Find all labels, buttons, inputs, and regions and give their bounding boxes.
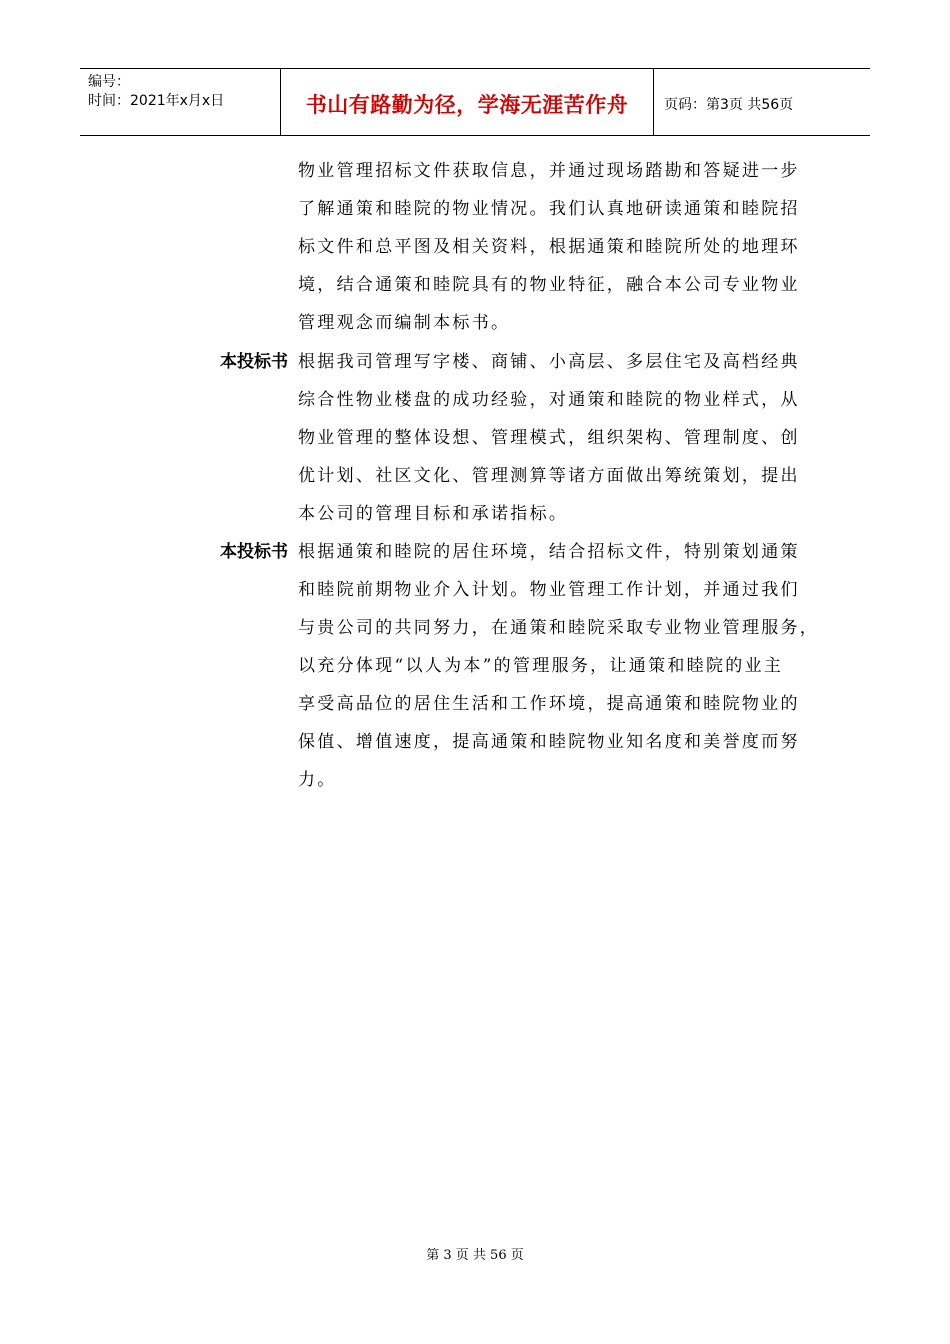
body-line: 以充分体现“以人为本”的管理服务，让通策和睦院的业主: [298, 656, 784, 676]
body-line: 和睦院前期物业介入计划。物业管理工作计划，并通过我们: [298, 580, 800, 600]
body-line: 管理观念而编制本标书。: [298, 313, 511, 333]
body-line: 享受高品位的居住生活和工作环境，提高通策和睦院物业的: [298, 694, 800, 714]
body-line: 综合性物业楼盘的成功经验，对通策和睦院的物业样式，从: [298, 390, 800, 410]
document-number-label: 编号：: [88, 74, 130, 90]
body-line: 优计划、社区文化、管理测算等诸方面做出筹统策划，提出: [298, 466, 800, 486]
body-line: 物业管理招标文件获取信息，并通过现场踏勘和答疑进一步: [298, 161, 800, 181]
footer-page-number: 第 3 页 共 56 页: [426, 1248, 524, 1263]
body-line: 标文件和总平图及相关资料，根据通策和睦院所处的地理环: [298, 237, 800, 257]
header-motto: 书山有路勤为径，学海无涯苦作舟: [305, 93, 629, 117]
header-page-cell: [654, 69, 870, 135]
header-page-number: 页码：第3页 共56页: [664, 97, 794, 113]
body-line: 根据我司管理写字楼、商铺、小高层、多层住宅及高档经典: [298, 352, 800, 372]
body-line: 了解通策和睦院的物业情况。我们认真地研读通策和睦院招: [298, 199, 800, 219]
body-line: 本公司的管理目标和承诺指标。: [298, 504, 569, 524]
document-date-label: 时间：2021年x月x日: [88, 93, 225, 109]
paragraph-lead: 本投标书: [220, 352, 288, 372]
paragraph-lead: 本投标书: [220, 542, 288, 562]
body-line: 境，结合通策和睦院具有的物业特征，融合本公司专业物业: [298, 275, 800, 295]
page-header: [80, 68, 870, 136]
header-motto-cell: [281, 69, 654, 135]
body-line: 与贵公司的共同努力，在通策和睦院采取专业物业管理服务，: [298, 618, 820, 638]
header-info-cell: [80, 69, 281, 135]
body-line: 保值、增值速度，提高通策和睦院物业知名度和美誉度而努: [298, 732, 800, 752]
body-line: 根据通策和睦院的居住环境，结合招标文件，特别策划通策: [298, 542, 800, 562]
body-line: 物业管理的整体设想、管理模式，组织架构、管理制度、创: [298, 428, 800, 448]
body-line: 力。: [298, 770, 337, 790]
page-footer: [0, 1244, 950, 1263]
